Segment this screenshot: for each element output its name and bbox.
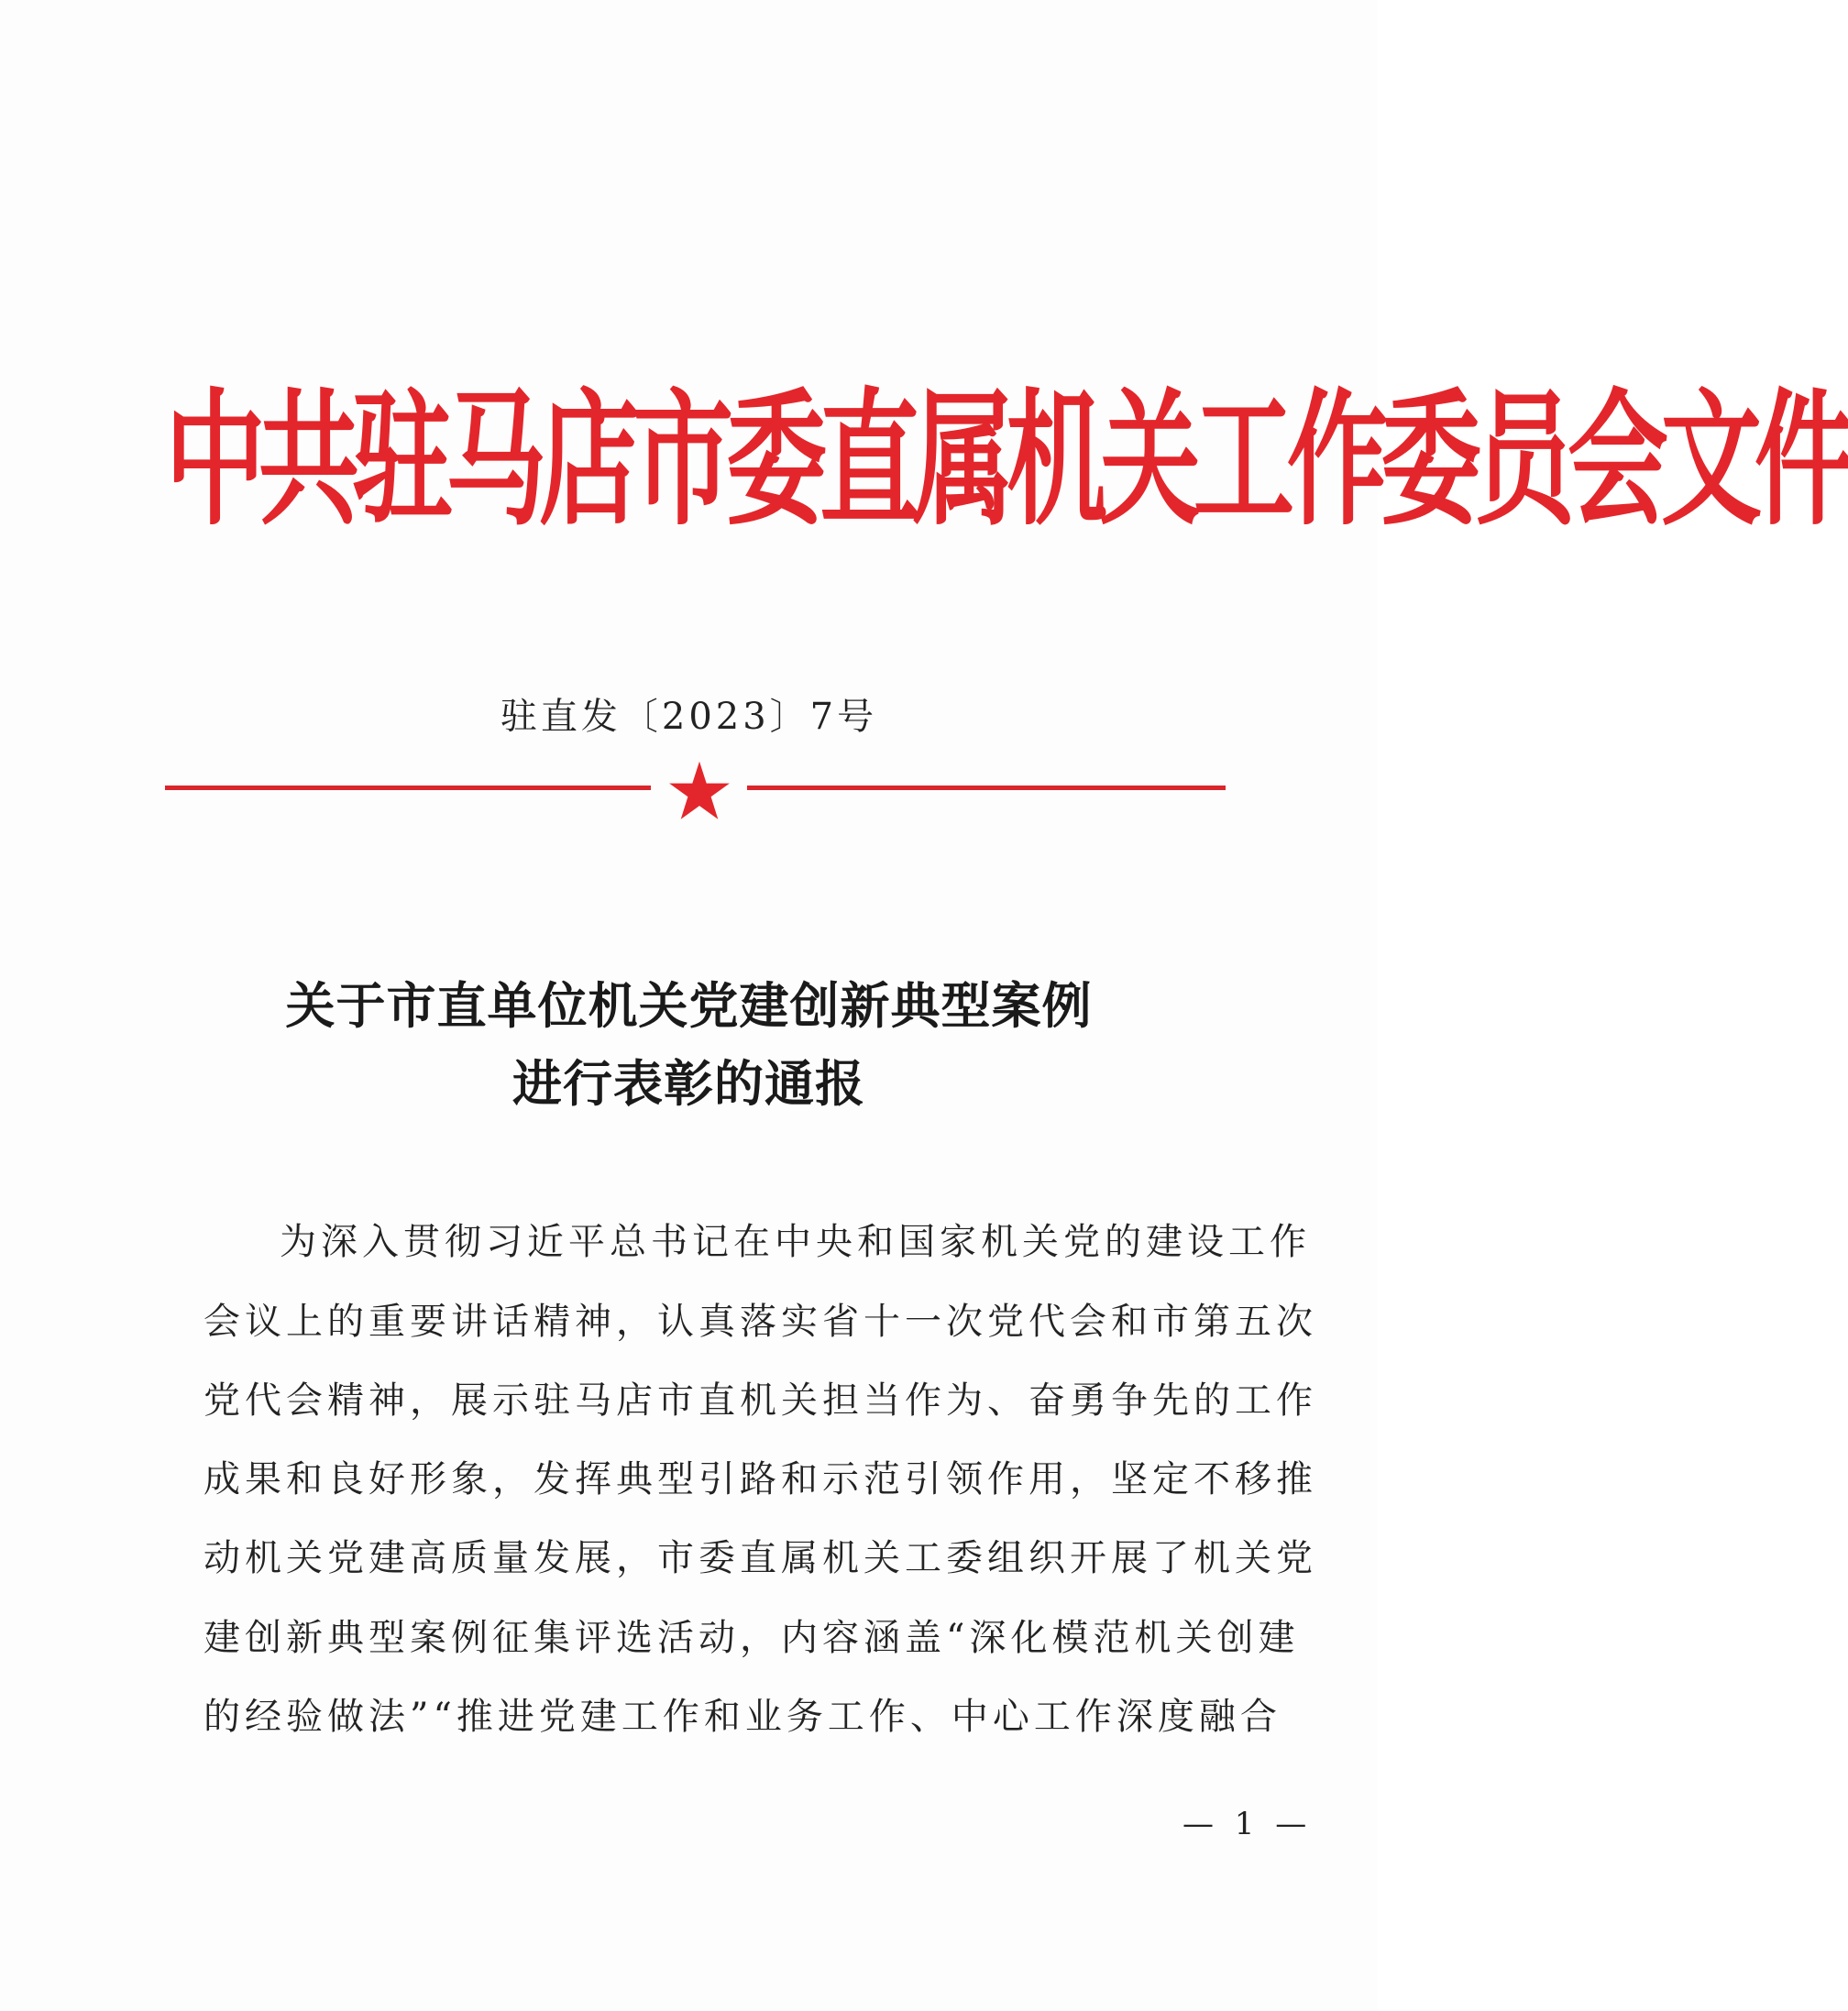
issuer-header: 中共驻马店市委直属机关工作委员会文件 — [165, 375, 1848, 545]
page-number: — 1 — — [1182, 1806, 1313, 1842]
body-paragraph-line: 成果和良好形象，发挥典型引路和示范引领作用，坚定不移推 — [204, 1458, 1317, 1500]
document-title-line-2: 进行表彰的通报 — [512, 1055, 865, 1113]
body-paragraph-line: 党代会精神，展示驻马店市直机关担当作为、奋勇争先的工作 — [204, 1379, 1317, 1422]
star-icon — [667, 759, 732, 823]
body-paragraph-line: 动机关党建高质量发展，市委直属机关工委组织开展了机关党 — [204, 1537, 1317, 1579]
body-paragraph-line: 的经验做法”“推进党建工作和业务工作、中心工作深度融合 — [204, 1696, 1282, 1738]
body-paragraph-line: 建创新典型案例征集评选活动，内容涵盖“深化模范机关创建 — [204, 1617, 1300, 1659]
body-paragraph-line: 为深入贯彻习近平总书记在中央和国家机关党的建设工作 — [280, 1221, 1311, 1263]
document-number: 驻直发〔2023〕7号 — [500, 696, 878, 738]
document-title-line-1: 关于市直单位机关党建创新典型案例 — [285, 977, 1093, 1035]
divider-line-left — [165, 786, 651, 790]
divider-line-right — [747, 786, 1226, 790]
body-paragraph-line: 会议上的重要讲话精神，认真落实省十一次党代会和市第五次 — [204, 1301, 1317, 1343]
